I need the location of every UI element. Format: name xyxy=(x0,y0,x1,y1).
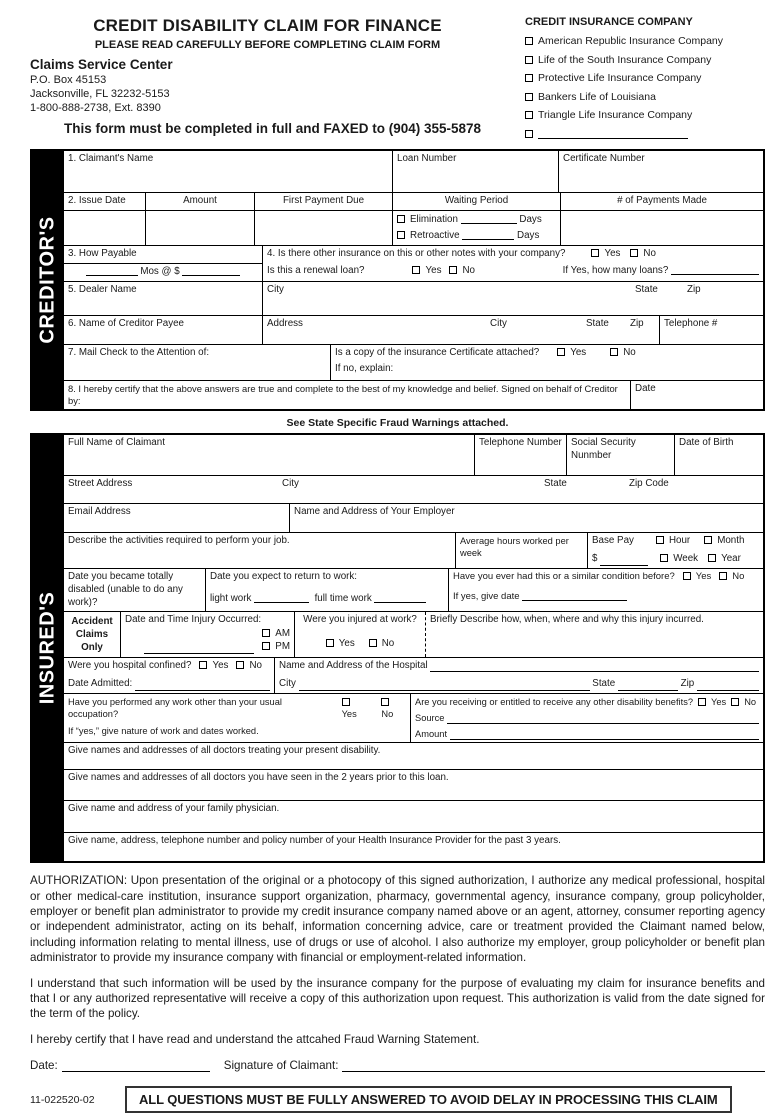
hospital-confined-cell xyxy=(64,658,274,693)
service-center-name: Claims Service Center xyxy=(30,57,173,72)
issue-date-label: 2. Issue Date xyxy=(68,195,126,206)
injury-datetime-label: Date and Time Injury Occurred: xyxy=(125,614,262,626)
certificate-attached-cell xyxy=(330,345,763,380)
creditor-certify-cell xyxy=(64,381,630,409)
creditor-date-label: Date xyxy=(635,382,656,394)
form-number: 11-022520-02 xyxy=(30,1093,95,1106)
doctors-2years-field[interactable] xyxy=(64,770,763,800)
how-payable-label: 3. How Payable xyxy=(64,246,262,264)
pm-checkbox-icon[interactable] xyxy=(262,642,270,650)
email-label: Email Address xyxy=(68,506,131,518)
other-insurance-cell xyxy=(262,246,763,280)
company-label: Life of the South Insurance Company xyxy=(538,53,712,66)
ssn-label: Social Security Nunmber xyxy=(571,437,636,461)
base-pay-label: Base Pay xyxy=(592,535,634,547)
if-yes-date-label: If yes, give date xyxy=(453,591,520,603)
year-label: Year xyxy=(721,552,741,564)
insured-sidebar xyxy=(32,435,64,861)
hour-label: Hour xyxy=(668,535,691,547)
week-checkbox-icon[interactable] xyxy=(660,554,668,562)
service-center-phone: 1-800-888-2738, Ext. 8390 xyxy=(30,102,161,114)
health-provider-label: Give name, address, telephone number and policy number of your Health Insurance Provider for the past 3 years. xyxy=(68,835,561,847)
benefits-cell xyxy=(410,694,763,742)
signature-line xyxy=(30,1059,765,1072)
condition-before-label: Have you ever had this or a similar condition before? xyxy=(453,571,675,583)
address-city-label: City xyxy=(282,478,299,490)
week-label: Week xyxy=(673,552,699,564)
street-address-field[interactable] xyxy=(64,476,763,503)
header-left xyxy=(30,16,515,146)
dealer-state-label: State xyxy=(635,283,658,295)
benefits-source-label: Source xyxy=(415,713,445,724)
hospital-name-label: Name and Address of the Hospital xyxy=(279,659,428,671)
amount-label: Amount xyxy=(145,193,254,210)
issue-date-field[interactable] xyxy=(64,211,145,245)
dollar-label: $ xyxy=(592,552,598,564)
insurance-company-header: CREDIT INSURANCE COMPANY xyxy=(525,16,693,28)
renewal-yes-checkbox-icon[interactable] xyxy=(412,266,420,274)
waiting-period-field xyxy=(392,211,560,245)
employer-field[interactable] xyxy=(289,504,763,532)
dealer-name-field[interactable] xyxy=(64,282,262,315)
injury-datetime-cell xyxy=(120,612,294,656)
company-checkbox-icon[interactable] xyxy=(525,130,533,138)
how-many-loans-blank[interactable] xyxy=(671,265,759,275)
company-option xyxy=(525,54,765,66)
injured-yes-checkbox-icon[interactable] xyxy=(326,639,334,647)
yes-label: Yes xyxy=(570,346,587,358)
creditor-payee-field[interactable] xyxy=(64,316,262,344)
company-checkbox-icon[interactable] xyxy=(525,93,533,101)
payee-state-label: State xyxy=(586,317,609,329)
yes-label: Yes xyxy=(695,571,712,583)
hour-checkbox-icon[interactable] xyxy=(656,536,664,544)
company-label: Bankers Life of Louisiana xyxy=(538,90,656,103)
base-pay-cell xyxy=(587,533,763,568)
pm-label: PM xyxy=(275,640,290,652)
dealer-city-label: City xyxy=(267,283,284,295)
doctors-2years-label: Give names and addresses of all doctors you have seen in the 2 years prior to this loan. xyxy=(68,772,449,784)
light-work-blank[interactable] xyxy=(254,593,309,603)
dealer-name-label: 5. Dealer Name xyxy=(68,283,137,295)
full-time-work-blank[interactable] xyxy=(374,593,426,603)
payee-city-label: City xyxy=(490,317,507,329)
creditor-sidebar-label: CREDITOR'S xyxy=(36,216,59,344)
injured-no-checkbox-icon[interactable] xyxy=(369,639,377,647)
date-blank[interactable] xyxy=(62,1062,210,1072)
full-name-field[interactable] xyxy=(64,435,474,475)
insured-section xyxy=(30,433,765,863)
creditor-payee-label: 6. Name of Creditor Payee xyxy=(68,317,184,329)
header xyxy=(0,16,770,146)
creditor-certify-label: 8. I hereby certify that the above answers are true and complete to the best of my knowledge and belief. Signed on behalf of Creditor by: xyxy=(68,382,618,406)
payee-zip-label: Zip xyxy=(630,317,644,329)
how-payable-cell xyxy=(64,246,262,280)
benefits-amount-label: Amount xyxy=(415,729,448,740)
no-label: No xyxy=(732,571,745,583)
no-label: No xyxy=(381,638,395,650)
retroactive-days-blank[interactable] xyxy=(462,230,514,240)
cert-attached-yes-checkbox-icon[interactable] xyxy=(557,348,565,356)
payee-telephone-label: Telephone # xyxy=(664,317,718,329)
hospital-confined-label: Were you hospital confined? xyxy=(68,659,192,671)
no-label: No xyxy=(623,346,636,358)
mail-check-field[interactable] xyxy=(64,345,330,380)
elimination-label: Elimination xyxy=(410,213,458,225)
fraud-warning-note: See State Specific Fraud Warnings attached. xyxy=(286,417,509,430)
other-work-cell xyxy=(64,694,410,742)
hospital-name-blank[interactable] xyxy=(430,662,759,672)
creditor-section xyxy=(30,149,765,411)
first-payment-due-field[interactable] xyxy=(254,211,392,245)
service-center-city: Jacksonville, FL 32232-5153 xyxy=(30,88,170,100)
payee-address-label: Address xyxy=(267,317,303,329)
no-label: No xyxy=(744,696,757,707)
payments-made-label: # of Payments Made xyxy=(560,193,763,210)
fax-instruction: This form must be completed in full and FAXED to (904) 355-5878 xyxy=(63,121,482,136)
claimant-name-label: 1. Claimant's Name xyxy=(68,153,154,164)
company-checkbox-icon[interactable] xyxy=(525,37,533,45)
email-field[interactable] xyxy=(64,504,289,532)
street-address-label: Street Address xyxy=(68,478,133,490)
company-label: Protective Life Insurance Company xyxy=(538,72,702,84)
date-label: Date: xyxy=(30,1059,58,1073)
other-work-no-checkbox-icon[interactable] xyxy=(381,698,389,706)
doctors-current-field[interactable] xyxy=(64,743,763,769)
company-checkbox-icon[interactable] xyxy=(525,56,533,64)
first-payment-due-label: First Payment Due xyxy=(254,193,392,210)
light-work-label: light work xyxy=(210,592,252,604)
accident-only-label: Accident Claims Only xyxy=(71,616,113,653)
mos-at-label: Mos @ $ xyxy=(140,265,180,277)
benefits-yes-checkbox-icon[interactable] xyxy=(698,698,706,706)
creditor-sidebar xyxy=(32,151,64,409)
work-nature-label: If “yes,” give nature of work and dates worked. xyxy=(68,726,259,737)
company-option xyxy=(525,91,765,103)
certificate-attached-label: Is a copy of the insurance Certificate attached? xyxy=(335,346,540,358)
elimination-checkbox-icon[interactable] xyxy=(397,215,405,223)
family-physician-label: Give name and address of your family physician. xyxy=(68,803,280,815)
yes-label: Yes xyxy=(425,264,442,276)
service-center-pobox: P.O. Box 45153 xyxy=(30,74,107,86)
certificate-number-field[interactable] xyxy=(558,151,763,192)
ssn-field[interactable] xyxy=(566,435,674,475)
employer-label: Name and Address of Your Employer xyxy=(294,506,455,518)
doctors-current-label: Give names and addresses of all doctors treating your present disability. xyxy=(68,745,381,757)
address-zip-label: Zip Code xyxy=(629,478,669,490)
month-label: Month xyxy=(717,535,745,547)
authorization-paragraph-2: I understand that such information will be used by the insurance company for the purpose of evaluating my claim for insurance benefits and that I or any authorized representative will receive a copy of this authorization upon request. This authorization is valid from the date signed for the term of the policy. xyxy=(30,976,765,1021)
company-checkbox-icon[interactable] xyxy=(525,111,533,119)
footer xyxy=(30,1086,765,1113)
hospital-city-label: City xyxy=(279,678,296,690)
page-title: CREDIT DISABILITY CLAIM FOR FINANCE xyxy=(93,16,442,35)
full-name-label: Full Name of Claimant xyxy=(68,437,165,449)
condition-before-cell xyxy=(448,569,763,611)
insured-sidebar-label: INSURED'S xyxy=(36,591,59,705)
return-to-work-label: Date you expect to return to work: xyxy=(210,571,358,583)
job-activities-label: Describe the activities required to perform your job. xyxy=(68,535,290,547)
confined-yes-checkbox-icon[interactable] xyxy=(199,661,207,669)
yes-label: Yes xyxy=(212,659,229,671)
injury-datetime-blank[interactable] xyxy=(144,644,254,654)
dob-label: Date of Birth xyxy=(679,437,734,449)
if-yes-date-blank[interactable] xyxy=(522,591,627,601)
health-provider-field[interactable] xyxy=(64,833,763,861)
certificate-number-label: Certificate Number xyxy=(563,153,645,164)
page-subtitle: PLEASE READ CAREFULLY BEFORE COMPLETING CLAIM FORM xyxy=(94,39,441,51)
company-option xyxy=(525,35,765,47)
payee-telephone-field[interactable] xyxy=(659,316,763,344)
no-label: No xyxy=(249,659,262,671)
claimant-name-field[interactable] xyxy=(64,151,392,192)
insurance-company-list xyxy=(515,16,765,146)
date-admitted-blank[interactable] xyxy=(135,681,270,691)
date-admitted-label: Date Admitted: xyxy=(68,678,133,690)
company-option xyxy=(525,72,765,84)
avg-hours-field[interactable] xyxy=(455,533,587,568)
benefits-no-checkbox-icon[interactable] xyxy=(731,698,739,706)
benefits-amount-blank[interactable] xyxy=(450,730,759,740)
waiting-period-label: Waiting Period xyxy=(392,193,560,210)
days-label: Days xyxy=(519,213,542,225)
disabled-date-field[interactable] xyxy=(64,569,205,611)
yes-label: Yes xyxy=(341,709,357,720)
am-checkbox-icon[interactable] xyxy=(262,629,270,637)
creditor-sign-date-field[interactable] xyxy=(630,381,763,409)
authorization-section xyxy=(30,873,765,1072)
authorization-paragraph-1: AUTHORIZATION: Upon presentation of the original or a photocopy of this signed authorization, I authorize any medical professional, hospital or other medical-care institution, insurance support organization, pharmacy, governmental agency, insurance company, group policyholder, employer or benefit plan administrator to provide my credit insurance company named above or an agent, attorney, consumer reporting agency or independent administrator, acting on its behalf, information concerning advice, care or treatment provided the Claimant named below, including information relating to mental illness, use of drugs or use of alcohol. I also authorize my employer, group policyholder or benefit plan administrator to provide my insurance company with financial or employment-related information. xyxy=(30,874,765,965)
yes-label: Yes xyxy=(604,248,621,260)
renewal-loan-label: Is this a renewal loan? xyxy=(267,264,365,276)
hospital-state-label: State xyxy=(592,678,616,690)
job-activities-field[interactable] xyxy=(64,533,455,568)
company-option-other xyxy=(525,128,765,140)
retroactive-checkbox-icon[interactable] xyxy=(397,231,405,239)
loan-number-field[interactable] xyxy=(392,151,558,192)
benefits-label: Are you receiving or entitled to receive any other disability benefits? xyxy=(415,696,694,707)
signature-blank[interactable] xyxy=(342,1062,765,1072)
base-pay-blank[interactable] xyxy=(600,556,648,566)
amount-field[interactable] xyxy=(145,211,254,245)
renewal-no-checkbox-icon[interactable] xyxy=(449,266,457,274)
dob-field[interactable] xyxy=(674,435,763,475)
loan-number-label: Loan Number xyxy=(397,153,457,164)
other-insurance-label: 4. Is there other insurance on this or other notes with your company? xyxy=(267,248,566,260)
benefits-source-blank[interactable] xyxy=(447,714,759,724)
other-work-yes-checkbox-icon[interactable] xyxy=(342,698,350,706)
other-work-label: Have you performed any work other than your usual occupation? xyxy=(68,696,282,720)
fraud-certify-statement: I hereby certify that I have read and understand the attcahed Fraud Warning Statement. xyxy=(30,1032,480,1046)
company-other-blank[interactable] xyxy=(538,129,688,139)
company-label: American Republic Insurance Company xyxy=(538,35,724,47)
yes-label: Yes xyxy=(338,638,355,650)
confined-no-checkbox-icon[interactable] xyxy=(236,661,244,669)
injury-describe-label: Briefly Describe how, when, where and why this injury incurred. xyxy=(430,614,704,626)
hospital-zip-label: Zip xyxy=(680,678,695,690)
claims-service-center xyxy=(30,57,515,114)
no-label: No xyxy=(643,248,656,260)
dealer-city-field[interactable] xyxy=(262,282,763,315)
cert-attached-no-checkbox-icon[interactable] xyxy=(610,348,618,356)
hospital-city-blank[interactable] xyxy=(299,681,590,691)
hospital-zip-blank[interactable] xyxy=(697,681,759,691)
telephone-label: Telephone Number xyxy=(479,437,562,449)
elimination-days-blank[interactable] xyxy=(461,214,517,224)
mos-blank[interactable] xyxy=(86,266,138,276)
avg-hours-label: Average hours worked per week xyxy=(460,536,569,559)
return-to-work-cell xyxy=(205,569,448,611)
disabled-date-label: Date you became totally disabled (unable to do any work)? xyxy=(68,571,183,608)
how-many-loans-label: If Yes, how many loans? xyxy=(562,264,669,276)
company-checkbox-icon[interactable] xyxy=(525,74,533,82)
full-time-work-label: full time work xyxy=(314,592,372,604)
mail-check-label: 7. Mail Check to the Attention of: xyxy=(68,346,210,358)
payee-address-field[interactable] xyxy=(262,316,659,344)
yes-label: Yes xyxy=(711,696,727,707)
month-checkbox-icon[interactable] xyxy=(704,536,712,544)
footer-banner: ALL QUESTIONS MUST BE FULLY ANSWERED TO AVOID DELAY IN PROCESSING THIS CLAIM xyxy=(125,1086,732,1113)
condition-no-checkbox-icon[interactable] xyxy=(719,572,727,580)
dealer-zip-label: Zip xyxy=(687,283,701,295)
company-option xyxy=(525,109,765,121)
no-label: No xyxy=(462,264,475,276)
injury-describe-field[interactable] xyxy=(425,612,763,656)
telephone-field[interactable] xyxy=(474,435,566,475)
no-label: No xyxy=(381,709,394,720)
signature-label: Signature of Claimant: xyxy=(223,1059,339,1073)
hospital-name-cell xyxy=(274,658,763,693)
family-physician-field[interactable] xyxy=(64,801,763,832)
if-no-explain-label: If no, explain: xyxy=(335,363,394,375)
injured-at-work-label: Were you injured at work? xyxy=(303,614,417,626)
year-checkbox-icon[interactable] xyxy=(708,554,716,562)
hospital-state-blank[interactable] xyxy=(618,681,678,691)
injured-at-work-cell xyxy=(294,612,425,656)
address-state-label: State xyxy=(544,478,567,490)
days-label: Days xyxy=(517,230,540,242)
condition-yes-checkbox-icon[interactable] xyxy=(683,572,691,580)
other-insurance-yes-checkbox-icon[interactable] xyxy=(591,249,599,257)
other-insurance-no-checkbox-icon[interactable] xyxy=(630,249,638,257)
retroactive-label: Retroactive xyxy=(410,230,460,242)
company-label: Triangle Life Insurance Company xyxy=(538,109,693,121)
amount-blank[interactable] xyxy=(182,266,240,276)
payments-made-field[interactable] xyxy=(560,211,763,245)
am-label: AM xyxy=(275,628,290,640)
